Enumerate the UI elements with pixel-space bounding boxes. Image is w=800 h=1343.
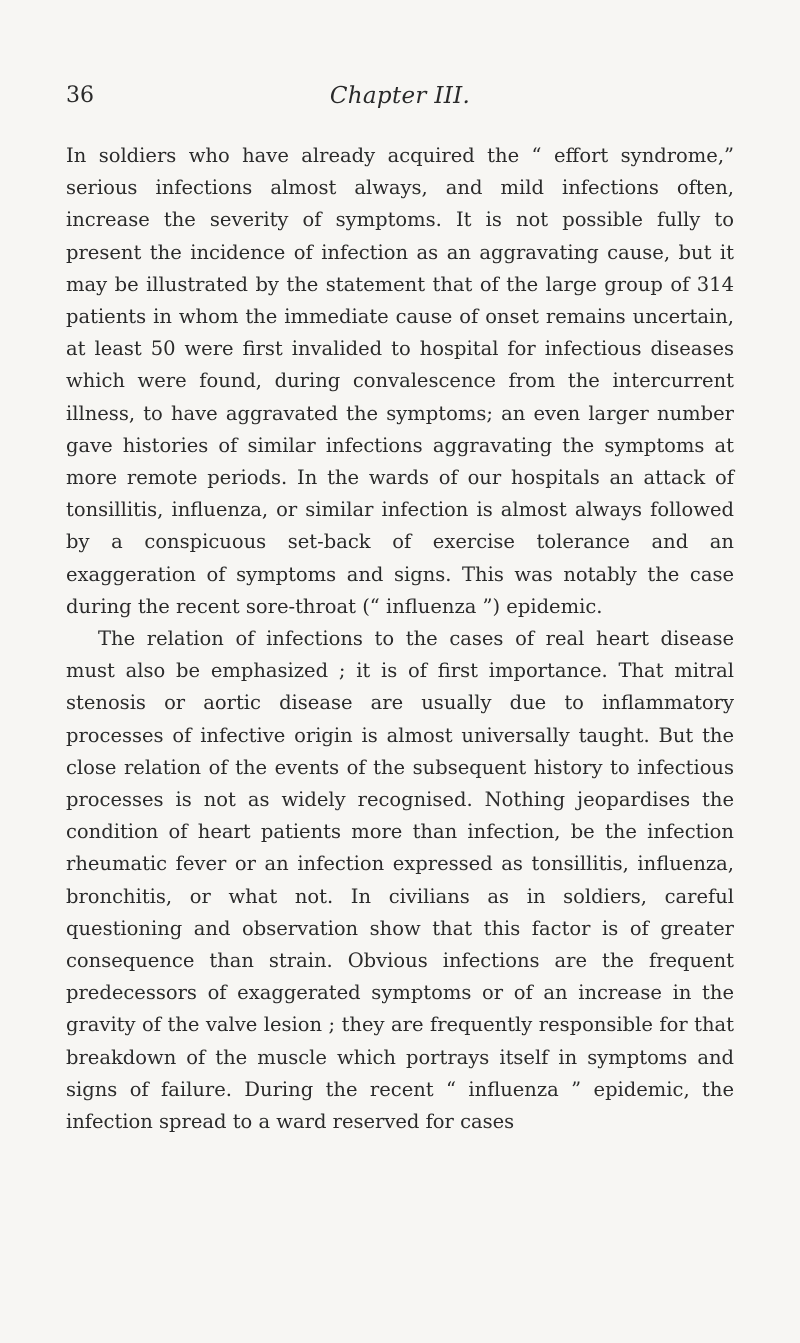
paragraph-infection-soldiers: In soldiers who have already acquired the “ effort syndrome,” serious infections almost always, and mild infections often, increase the severity of symptoms. It is not possible fully to present the incidence of infection as an aggravating cause, but it may be illustrated by the statement that of the large group of 314 patients in whom the immediate cause of onset remains uncertain, at least 50 were first invalided to hospital for infectious diseases which were found, during convalescence from the intercurrent illness, to have aggravated the symptoms; an even larger number gave histories of similar infections aggravating the symptoms at more remote periods. In the wards of our hospitals an attack of tonsillitis, influenza, or similar infection is almost always followed by a conspicuous set-back of exercise tolerance and an exaggeration of symptoms and signs. This was notably the case during the recent sore-throat (“ influenza ”) epidemic. bbox=[66, 144, 734, 618]
paragraph-infection-heart-disease: The relation of infections to the cases of real heart disease must also be emphasized ; it is of first importance. That mitral stenosis or aortic disease are usually due to inflammatory processes of infective origin is almost universally taught. But the close relation of the events of the subsequent history to infectious processes is not as widely recognised. Nothing jeopardises the condition of heart patients more than infection, be the infection rheumatic fever or an infection expressed as tonsillitis, influenza, bronchitis, or what not. In civilians as in soldiers, careful questioning and observation show that this factor is of greater consequence than strain. Obvious infections are the frequent predecessors of exaggerated symptoms or of an increase in the gravity of the valve lesion ; they are frequently responsible for that breakdown of the muscle which portrays itself in symptoms and signs of failure. During the recent “ influenza ” epidemic, the infection spread to a ward reserved for cases bbox=[66, 627, 734, 1134]
body-text bbox=[66, 140, 734, 1138]
page-number: 36 bbox=[66, 83, 94, 108]
chapter-title: Chapter III. bbox=[329, 83, 471, 109]
running-head bbox=[66, 80, 734, 120]
